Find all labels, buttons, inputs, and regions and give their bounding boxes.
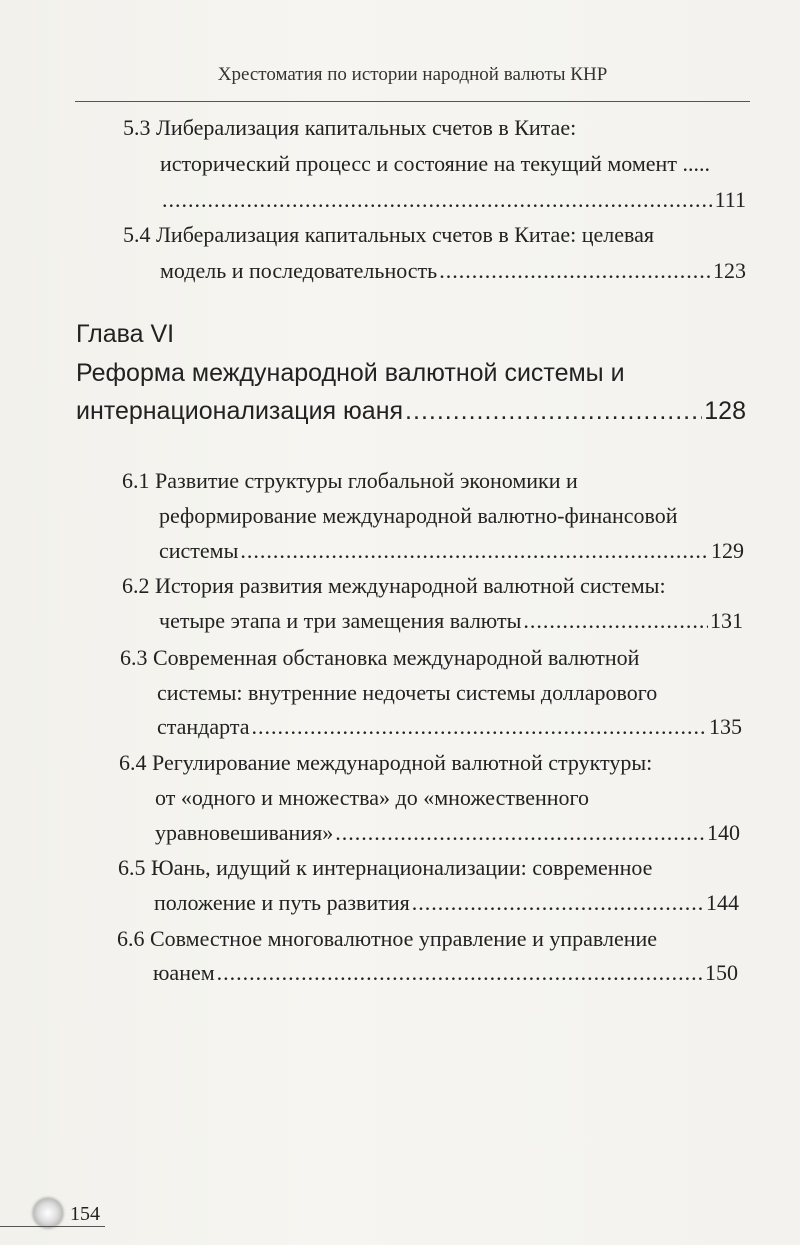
toc-entry-6-1-page: 129 [711,538,744,563]
toc-entry-6-1-text: системы [159,538,239,563]
toc-entry-6-4-line2: от «одного и множества» до «множественного [155,785,590,810]
header-rule [75,101,750,102]
toc-entry-6-1-line3 [159,540,744,562]
toc-entry-5-3-line3 [160,189,746,211]
toc-entry-6-5-line1: 6.5 Юань, идущий к интернационализации: современное [118,855,653,880]
toc-entry-6-2-text: четыре этапа и три замещения валюты [159,608,522,633]
footer-rule [0,1226,105,1227]
dot-leader [335,822,705,844]
chapter-title-text: интернационализация юаня [76,397,404,425]
chapter-title-line2 [76,397,746,426]
dot-leader [439,260,711,282]
chapter-label: Глава VI [76,320,175,348]
toc-entry-6-4-text: уравновешивания» [155,820,334,845]
toc-entry-5-4-page: 123 [713,258,746,283]
toc-entry-6-5-line2 [154,892,739,914]
dot-leader [412,892,704,914]
toc-entry-5-4-text: модель и последовательность [160,258,438,283]
toc-entry-6-3-line3 [157,716,742,738]
toc-entry-6-3-page: 135 [709,714,742,739]
toc-entry-5-3-line1: 5.3 Либерализация капитальных счетов в Китае: [123,115,577,140]
dot-leader [240,540,709,562]
toc-entry-6-3-line2: системы: внутренние недочеты системы долларового [157,680,658,705]
toc-entry-6-2-line2 [159,610,743,632]
page-number: 154 [70,1203,100,1225]
running-title: Хрестоматия по истории народной валюты КНР [217,64,608,85]
toc-entry-5-3-page: 111 [714,187,746,212]
toc-entry-6-6-line1: 6.6 Совместное многовалютное управление и управление [117,926,658,951]
dot-leader [162,189,713,211]
dot-leader [523,610,708,632]
toc-entry-6-2-page: 131 [710,608,743,633]
dot-leader [252,716,707,738]
toc-entry-6-1-line2: реформирование международной валютно-финансовой [159,503,678,528]
toc-entry-6-4-page: 140 [707,820,740,845]
toc-entry-6-4-line3 [155,822,740,844]
dot-leader [405,397,702,426]
toc-entry-6-6-text: юанем [153,960,215,985]
toc-entry-5-4-line2 [160,260,746,282]
toc-entry-6-5-text: положение и путь развития [154,890,410,915]
toc-entry-6-6-line2 [153,962,738,984]
toc-entry-6-2-line1: 6.2 История развития международной валютной системы: [122,573,666,598]
toc-entry-5-4-line1: 5.4 Либерализация капитальных счетов в Китае: целевая [123,222,654,247]
toc-entry-6-3-line1: 6.3 Современная обстановка международной валютной [120,645,640,670]
toc-entry-6-3-text: стандарта [157,714,250,739]
toc-entry-6-4-line1: 6.4 Регулирование международной валютной структуры: [119,750,653,775]
toc-entry-5-3-line2: исторический процесс и состояние на текущий момент ..... [160,151,710,176]
toc-entry-6-5-page: 144 [706,890,739,915]
toc-entry-6-1-line1: 6.1 Развитие структуры глобальной экономики и [122,468,578,493]
page-ornament-icon [33,1198,63,1228]
chapter-title-line1: Реформа международной валютной системы и [76,359,625,387]
chapter-page: 128 [704,397,746,425]
toc-entry-6-6-page: 150 [705,960,738,985]
dot-leader [217,962,703,984]
